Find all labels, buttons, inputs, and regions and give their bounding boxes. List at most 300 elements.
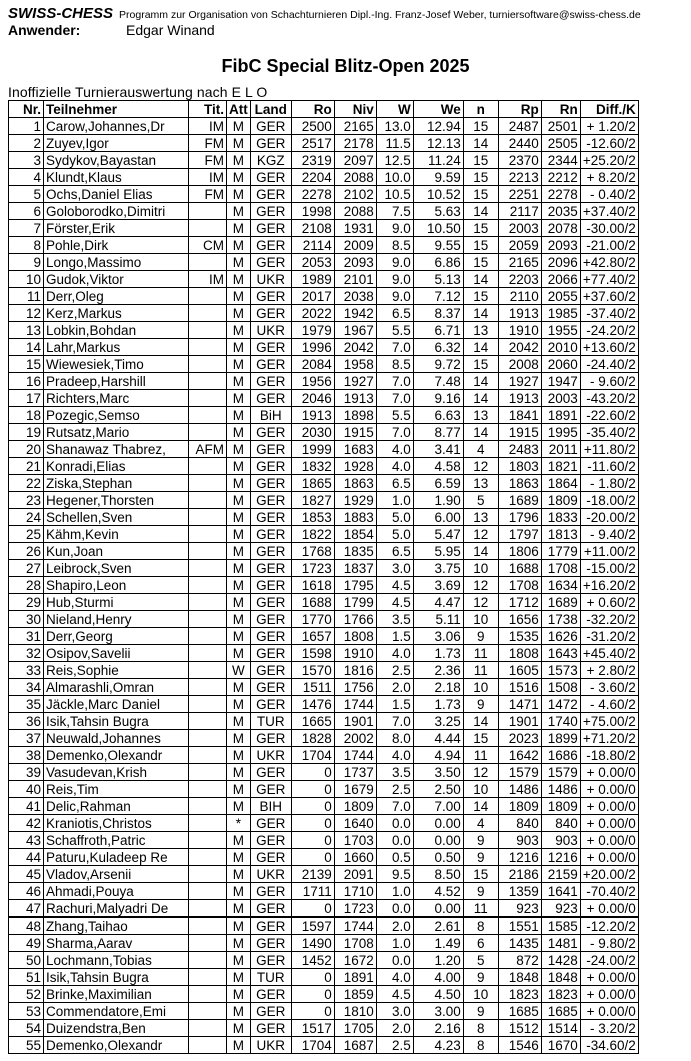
rank-cell: 55 — [9, 1037, 44, 1054]
att-cell: M — [227, 781, 251, 798]
player-name-cell: Klundt,Klaus — [44, 169, 189, 186]
niv-cell: 1723 — [334, 900, 376, 918]
n-cell: 13 — [463, 509, 498, 526]
att-cell: M — [227, 203, 251, 220]
we-cell: 7.48 — [413, 373, 463, 390]
rn-cell: 2055 — [541, 288, 580, 305]
we-cell: 0.00 — [413, 832, 463, 849]
country-cell: GER — [250, 1003, 291, 1020]
rn-cell: 1779 — [541, 543, 580, 560]
w-cell: 13.0 — [376, 118, 413, 135]
table-row — [9, 543, 639, 560]
niv-cell: 1927 — [334, 373, 376, 390]
table-row — [9, 798, 639, 815]
niv-cell: 2042 — [334, 339, 376, 356]
att-cell: M — [227, 611, 251, 628]
table-row — [9, 866, 639, 883]
ro-cell: 1723 — [291, 560, 334, 577]
player-name-cell: Neuwald,Johannes — [44, 730, 189, 747]
rp-cell: 2003 — [498, 220, 541, 237]
att-cell: M — [227, 152, 251, 169]
n-cell: 14 — [463, 543, 498, 560]
player-name-cell: Ahmadi,Pouya — [44, 883, 189, 900]
rank-cell: 39 — [9, 764, 44, 781]
country-cell: GER — [250, 628, 291, 645]
n-cell: 11 — [463, 645, 498, 662]
col-header-title: Tit. — [189, 101, 227, 118]
rp-cell: 2440 — [498, 135, 541, 152]
table-row — [9, 935, 639, 952]
rn-cell: 923 — [541, 900, 580, 918]
rn-cell: 1514 — [541, 1020, 580, 1037]
player-name-cell: Pohle,Dirk — [44, 237, 189, 254]
att-cell: M — [227, 356, 251, 373]
rank-cell: 50 — [9, 952, 44, 969]
table-row — [9, 628, 639, 645]
rank-cell: 12 — [9, 305, 44, 322]
rank-cell: 46 — [9, 883, 44, 900]
w-cell: 0.0 — [376, 815, 413, 832]
rn-cell: 2035 — [541, 203, 580, 220]
diff-cell: -22.60/2 — [580, 407, 638, 424]
rp-cell: 1796 — [498, 509, 541, 526]
player-name-cell: Hub,Sturmi — [44, 594, 189, 611]
country-cell: GER — [250, 832, 291, 849]
att-cell: M — [227, 917, 251, 935]
niv-cell: 1708 — [334, 935, 376, 952]
we-cell: 5.13 — [413, 271, 463, 288]
att-cell: M — [227, 288, 251, 305]
we-cell: 7.12 — [413, 288, 463, 305]
n-cell: 12 — [463, 594, 498, 611]
we-cell: 0.00 — [413, 815, 463, 832]
rank-cell: 33 — [9, 662, 44, 679]
att-cell: M — [227, 135, 251, 152]
rp-cell: 2059 — [498, 237, 541, 254]
title-cell — [189, 917, 227, 935]
n-cell: 10 — [463, 679, 498, 696]
col-header-niv: Niv — [334, 101, 376, 118]
rp-cell: 872 — [498, 952, 541, 969]
ro-cell: 1452 — [291, 952, 334, 969]
country-cell: GER — [250, 475, 291, 492]
w-cell: 5.0 — [376, 526, 413, 543]
title-cell: AFM — [189, 441, 227, 458]
we-cell: 4.23 — [413, 1037, 463, 1054]
country-cell: GER — [250, 952, 291, 969]
att-cell: * — [227, 815, 251, 832]
att-cell: W — [227, 662, 251, 679]
rank-cell: 16 — [9, 373, 44, 390]
tournament-title: FibC Special Blitz-Open 2025 — [221, 56, 470, 76]
table-row — [9, 322, 639, 339]
diff-cell: + 0.00/0 — [580, 986, 638, 1003]
rn-cell: 1985 — [541, 305, 580, 322]
diff-cell: +37.40/2 — [580, 203, 638, 220]
title-cell — [189, 492, 227, 509]
we-cell: 4.58 — [413, 458, 463, 475]
country-cell: GER — [250, 696, 291, 713]
table-row — [9, 883, 639, 900]
we-cell: 3.50 — [413, 764, 463, 781]
diff-cell: +75.00/2 — [580, 713, 638, 730]
country-cell: GER — [250, 339, 291, 356]
table-row — [9, 424, 639, 441]
we-cell: 11.24 — [413, 152, 463, 169]
col-header-w: W — [376, 101, 413, 118]
rp-cell: 2023 — [498, 730, 541, 747]
title-cell — [189, 832, 227, 849]
diff-cell: - 0.40/2 — [580, 186, 638, 203]
ro-cell: 1704 — [291, 747, 334, 764]
col-header-diff: Diff./K — [580, 101, 638, 118]
title-cell — [189, 986, 227, 1003]
w-cell: 4.5 — [376, 577, 413, 594]
rank-cell: 4 — [9, 169, 44, 186]
table-row — [9, 169, 639, 186]
n-cell: 14 — [463, 798, 498, 815]
table-row — [9, 526, 639, 543]
rp-cell: 1435 — [498, 935, 541, 952]
title-cell — [189, 883, 227, 900]
att-cell: M — [227, 407, 251, 424]
niv-cell: 1808 — [334, 628, 376, 645]
we-cell: 3.41 — [413, 441, 463, 458]
rn-cell: 2096 — [541, 254, 580, 271]
player-name-cell: Zhang,Taihao — [44, 917, 189, 935]
niv-cell: 1915 — [334, 424, 376, 441]
niv-cell: 1810 — [334, 1003, 376, 1020]
ro-cell: 2204 — [291, 169, 334, 186]
diff-cell: +16.20/2 — [580, 577, 638, 594]
table-row — [9, 373, 639, 390]
country-cell: GER — [250, 781, 291, 798]
n-cell: 6 — [463, 935, 498, 952]
rp-cell: 1841 — [498, 407, 541, 424]
col-header-land: Land — [250, 101, 291, 118]
player-name-cell: Shanawaz Thabrez, — [44, 441, 189, 458]
player-name-cell: Derr,Georg — [44, 628, 189, 645]
att-cell: M — [227, 832, 251, 849]
niv-cell: 2101 — [334, 271, 376, 288]
w-cell: 6.5 — [376, 543, 413, 560]
att-cell: M — [227, 883, 251, 900]
country-cell: UKR — [250, 271, 291, 288]
ro-cell: 1770 — [291, 611, 334, 628]
rp-cell: 1927 — [498, 373, 541, 390]
country-cell: GER — [250, 203, 291, 220]
table-row — [9, 917, 639, 935]
diff-cell: +11.80/2 — [580, 441, 638, 458]
player-name-cell: Demenko,Olexandr — [44, 747, 189, 764]
we-cell: 5.63 — [413, 203, 463, 220]
title-cell — [189, 1020, 227, 1037]
ro-cell: 2114 — [291, 237, 334, 254]
rp-cell: 1656 — [498, 611, 541, 628]
col-header-rp: Rp — [498, 101, 541, 118]
we-cell: 10.52 — [413, 186, 463, 203]
we-cell: 9.72 — [413, 356, 463, 373]
niv-cell: 1640 — [334, 815, 376, 832]
n-cell: 8 — [463, 1020, 498, 1037]
player-name-cell: Konradi,Elias — [44, 458, 189, 475]
player-name-cell: Ziska,Stephan — [44, 475, 189, 492]
rp-cell: 2370 — [498, 152, 541, 169]
country-cell: GER — [250, 492, 291, 509]
table-row — [9, 900, 639, 918]
rank-cell: 26 — [9, 543, 44, 560]
ro-cell: 2053 — [291, 254, 334, 271]
table-row — [9, 458, 639, 475]
rp-cell: 1216 — [498, 849, 541, 866]
we-cell: 9.55 — [413, 237, 463, 254]
rn-cell: 1864 — [541, 475, 580, 492]
title-cell — [189, 849, 227, 866]
rp-cell: 1803 — [498, 458, 541, 475]
title-cell: IM — [189, 169, 227, 186]
table-row — [9, 577, 639, 594]
rp-cell: 1913 — [498, 305, 541, 322]
table-row — [9, 288, 639, 305]
rank-cell: 53 — [9, 1003, 44, 1020]
w-cell: 2.0 — [376, 679, 413, 696]
n-cell: 10 — [463, 781, 498, 798]
w-cell: 3.0 — [376, 1003, 413, 1020]
diff-cell: +37.60/2 — [580, 288, 638, 305]
w-cell: 0.0 — [376, 900, 413, 918]
niv-cell: 1958 — [334, 356, 376, 373]
title-cell — [189, 645, 227, 662]
diff-cell: -12.60/2 — [580, 135, 638, 152]
title-cell — [189, 594, 227, 611]
table-row — [9, 747, 639, 764]
we-cell: 10.50 — [413, 220, 463, 237]
att-cell: M — [227, 628, 251, 645]
rank-cell: 3 — [9, 152, 44, 169]
we-cell: 1.49 — [413, 935, 463, 952]
table-row — [9, 339, 639, 356]
table-row — [9, 1020, 639, 1037]
rn-cell: 2505 — [541, 135, 580, 152]
country-cell: TUR — [250, 713, 291, 730]
diff-cell: -15.00/2 — [580, 560, 638, 577]
w-cell: 2.5 — [376, 781, 413, 798]
w-cell: 0.0 — [376, 952, 413, 969]
software-header — [8, 5, 641, 22]
player-name-cell: Sharma,Aarav — [44, 935, 189, 952]
rank-cell: 40 — [9, 781, 44, 798]
table-row — [9, 1037, 639, 1054]
player-name-cell: Zuyev,Igor — [44, 135, 189, 152]
rn-cell: 2344 — [541, 152, 580, 169]
title-cell — [189, 339, 227, 356]
rank-cell: 18 — [9, 407, 44, 424]
niv-cell: 1795 — [334, 577, 376, 594]
w-cell: 3.0 — [376, 560, 413, 577]
att-cell: M — [227, 935, 251, 952]
niv-cell: 1687 — [334, 1037, 376, 1054]
rp-cell: 1551 — [498, 917, 541, 935]
niv-cell: 1928 — [334, 458, 376, 475]
rank-cell: 24 — [9, 509, 44, 526]
player-name-cell: Paturu,Kuladeep Re — [44, 849, 189, 866]
w-cell: 8.5 — [376, 356, 413, 373]
rank-cell: 51 — [9, 969, 44, 986]
country-cell: GER — [250, 441, 291, 458]
rn-cell: 1573 — [541, 662, 580, 679]
rn-cell: 1813 — [541, 526, 580, 543]
table-header-row — [9, 101, 639, 118]
att-cell: M — [227, 271, 251, 288]
ro-cell: 1979 — [291, 322, 334, 339]
att-cell: M — [227, 254, 251, 271]
player-name-cell: Commendatore,Emi — [44, 1003, 189, 1020]
rn-cell: 1809 — [541, 798, 580, 815]
diff-cell: +20.00/2 — [580, 866, 638, 883]
n-cell: 14 — [463, 305, 498, 322]
country-cell: GER — [250, 986, 291, 1003]
niv-cell: 1744 — [334, 696, 376, 713]
title-cell — [189, 781, 227, 798]
player-name-cell: Kerz,Markus — [44, 305, 189, 322]
n-cell: 13 — [463, 475, 498, 492]
niv-cell: 1854 — [334, 526, 376, 543]
diff-cell: +42.80/2 — [580, 254, 638, 271]
rank-cell: 31 — [9, 628, 44, 645]
rp-cell: 2251 — [498, 186, 541, 203]
niv-cell: 1766 — [334, 611, 376, 628]
n-cell: 11 — [463, 900, 498, 918]
w-cell: 2.5 — [376, 662, 413, 679]
title-cell: IM — [189, 118, 227, 135]
rn-cell: 1809 — [541, 492, 580, 509]
n-cell: 14 — [463, 713, 498, 730]
title-cell — [189, 764, 227, 781]
rn-cell: 2066 — [541, 271, 580, 288]
att-cell: M — [227, 441, 251, 458]
player-name-cell: Lobkin,Bohdan — [44, 322, 189, 339]
diff-cell: +77.40/2 — [580, 271, 638, 288]
niv-cell: 1835 — [334, 543, 376, 560]
brand-name: SWISS-CHESS — [8, 5, 114, 22]
title-cell — [189, 407, 227, 424]
title-cell — [189, 952, 227, 969]
rp-cell: 1359 — [498, 883, 541, 900]
diff-cell: -24.00/2 — [580, 952, 638, 969]
ro-cell: 0 — [291, 815, 334, 832]
rank-cell: 45 — [9, 866, 44, 883]
n-cell: 15 — [463, 288, 498, 305]
table-row — [9, 203, 639, 220]
country-cell: GER — [250, 169, 291, 186]
att-cell: M — [227, 424, 251, 441]
rank-cell: 20 — [9, 441, 44, 458]
we-cell: 9.59 — [413, 169, 463, 186]
rp-cell: 1848 — [498, 969, 541, 986]
col-header-n: n — [463, 101, 498, 118]
rank-cell: 47 — [9, 900, 44, 918]
niv-cell: 1913 — [334, 390, 376, 407]
table-row — [9, 832, 639, 849]
table-row — [9, 390, 639, 407]
rn-cell: 1670 — [541, 1037, 580, 1054]
att-cell: M — [227, 237, 251, 254]
player-name-cell: Goloborodko,Dimitri — [44, 203, 189, 220]
n-cell: 14 — [463, 390, 498, 407]
player-name-cell: Schaffroth,Patric — [44, 832, 189, 849]
rn-cell: 840 — [541, 815, 580, 832]
rn-cell: 1995 — [541, 424, 580, 441]
ro-cell: 1490 — [291, 935, 334, 952]
rn-cell: 1626 — [541, 628, 580, 645]
diff-cell: -18.80/2 — [580, 747, 638, 764]
n-cell: 10 — [463, 611, 498, 628]
niv-cell: 1705 — [334, 1020, 376, 1037]
player-name-cell: Duizendstra,Ben — [44, 1020, 189, 1037]
country-cell: GER — [250, 237, 291, 254]
country-cell: GER — [250, 815, 291, 832]
table-row — [9, 475, 639, 492]
title-cell — [189, 424, 227, 441]
rp-cell: 1809 — [498, 798, 541, 815]
ro-cell: 2022 — [291, 305, 334, 322]
title-cell — [189, 969, 227, 986]
rank-cell: 23 — [9, 492, 44, 509]
rp-cell: 903 — [498, 832, 541, 849]
table-row — [9, 952, 639, 969]
rn-cell: 1686 — [541, 747, 580, 764]
ro-cell: 0 — [291, 969, 334, 986]
niv-cell: 2038 — [334, 288, 376, 305]
att-cell: M — [227, 594, 251, 611]
title-cell — [189, 935, 227, 952]
rn-cell: 1708 — [541, 560, 580, 577]
niv-cell: 2009 — [334, 237, 376, 254]
att-cell: M — [227, 679, 251, 696]
country-cell: KGZ — [250, 152, 291, 169]
table-row — [9, 135, 639, 152]
ro-cell: 1828 — [291, 730, 334, 747]
player-name-cell: Kähm,Kevin — [44, 526, 189, 543]
n-cell: 15 — [463, 118, 498, 135]
rp-cell: 2042 — [498, 339, 541, 356]
rp-cell: 1546 — [498, 1037, 541, 1054]
niv-cell: 1816 — [334, 662, 376, 679]
player-name-cell: Rachuri,Malyadri De — [44, 900, 189, 918]
title-cell — [189, 509, 227, 526]
w-cell: 4.0 — [376, 969, 413, 986]
n-cell: 14 — [463, 271, 498, 288]
country-cell: UKR — [250, 322, 291, 339]
att-cell: M — [227, 458, 251, 475]
rn-cell: 2093 — [541, 237, 580, 254]
w-cell: 9.0 — [376, 254, 413, 271]
title-cell — [189, 662, 227, 679]
w-cell: 1.5 — [376, 696, 413, 713]
table-row — [9, 611, 639, 628]
ro-cell: 1657 — [291, 628, 334, 645]
n-cell: 14 — [463, 135, 498, 152]
niv-cell: 2088 — [334, 169, 376, 186]
we-cell: 8.50 — [413, 866, 463, 883]
niv-cell: 1910 — [334, 645, 376, 662]
player-name-cell: Longo,Massimo — [44, 254, 189, 271]
we-cell: 5.47 — [413, 526, 463, 543]
rn-cell: 1643 — [541, 645, 580, 662]
ro-cell: 2084 — [291, 356, 334, 373]
n-cell: 8 — [463, 1037, 498, 1054]
rn-cell: 1947 — [541, 373, 580, 390]
